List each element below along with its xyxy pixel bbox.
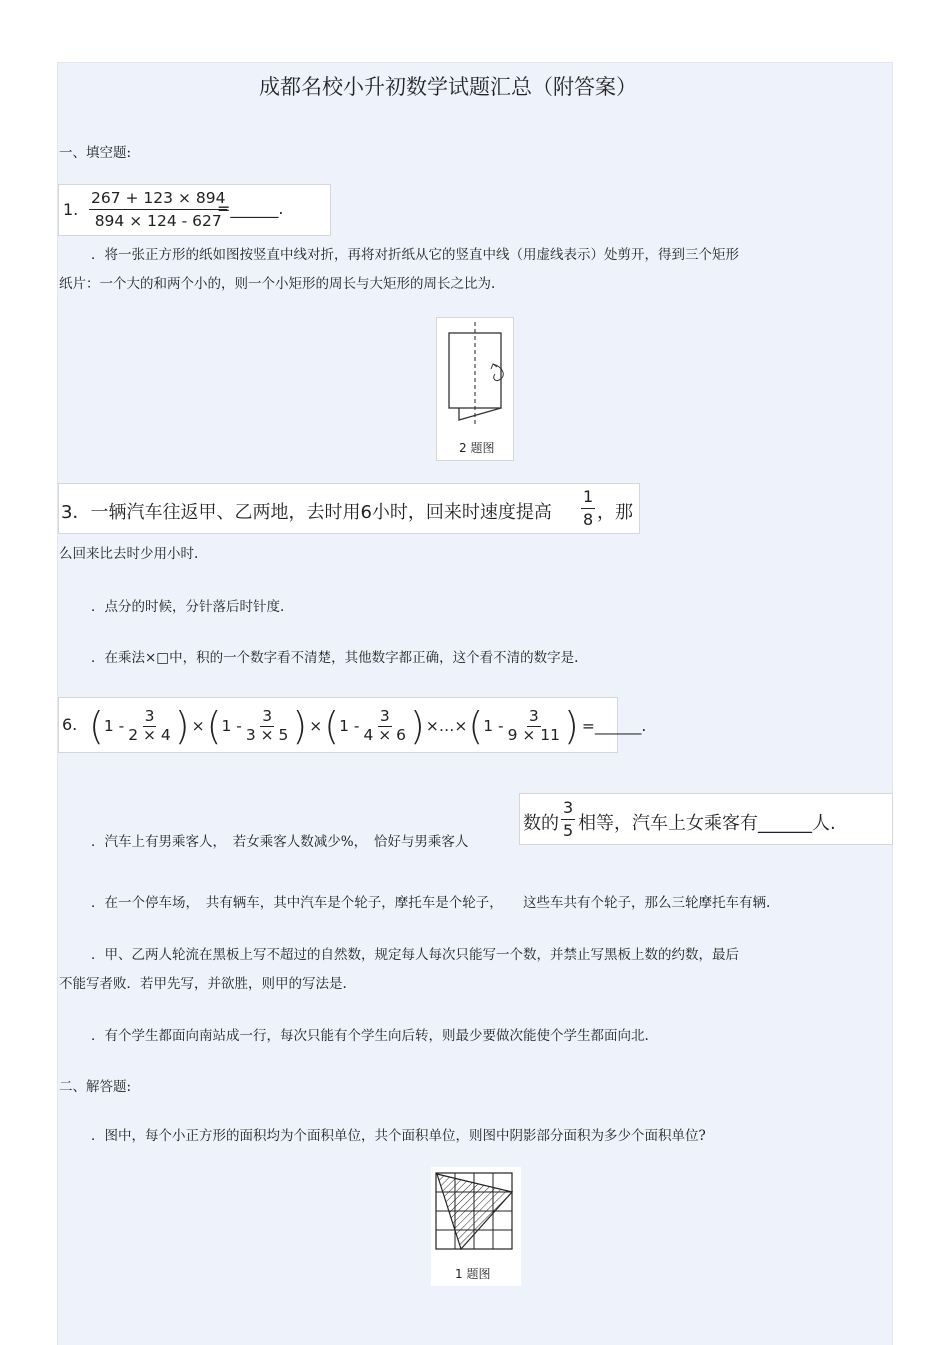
q6-term-3-fraction: $\frac{3}{4 \times 6}$	[363, 707, 407, 744]
q10-text: ．有个学生都面向南站成一行，每次只能有个学生向后转，则最少要做次能使个学生都面向北.	[91, 1028, 649, 1044]
q3-question-image	[58, 483, 640, 534]
q3-fraction	[581, 486, 595, 531]
q7-fraction	[561, 797, 575, 842]
document-page	[57, 62, 893, 1345]
s1-text: ．图中，每个小正方形的面积均为个面积单位，共个面积单位，则图中阴影部分面积为多少个面积单位?	[91, 1128, 706, 1144]
q7-text: ．汽车上有男乘客人， 若女乘客人数减少%， 恰好与男乘客人	[91, 834, 469, 850]
section-fill-in-heading: 一、填空题:	[59, 145, 132, 161]
q8-text: ．在一个停车场， 共有辆车，其中汽车是个轮子，摩托车是个轮子， 这些车共有个轮子，那么三轮摩托车有辆.	[91, 895, 771, 911]
q6-term-4-fraction: $\frac{3}{9 \times 11}$	[507, 707, 561, 744]
q3-fraction-denominator: 8	[583, 510, 594, 529]
s1-figure	[431, 1167, 521, 1286]
q2-line-2: 纸片：一个大的和两个小的，则一个小矩形的周长与大矩形的周长之比为.	[59, 276, 496, 292]
q1-answer-blank: =______.	[217, 199, 284, 218]
q2-figure	[436, 317, 514, 461]
q3-image-text: 3．一辆汽车往返甲、乙两地，去时用6小时，回来时速度提高	[61, 502, 552, 523]
q6-answer-blank: =______.	[581, 717, 647, 735]
q2-line-1: ．将一张正方形的纸如图按竖直中线对折，再将对折纸从它的竖直中线（用虚线表示）处剪开，得到三个矩形	[91, 247, 739, 263]
q6-equation-image	[58, 697, 647, 753]
q4-text: ．点分的时候，分针落后时针度.	[91, 599, 285, 615]
q3-image-text-tail: ，那	[597, 502, 633, 523]
q2-figure-caption: 2 题图	[459, 441, 495, 455]
q9-line-1: ．甲、乙两人轮流在黑板上写不超过的自然数，规定每人每次只能写一个数，并禁止写黑板上数的约数，最后	[91, 947, 739, 963]
q1-number: 1.	[63, 200, 79, 219]
q6-number: 6.	[62, 715, 78, 734]
q1-fraction	[89, 187, 227, 232]
q1-numerator: 267 + 123 × 894	[89, 187, 227, 210]
section-solve-heading: 二、解答题:	[59, 1079, 132, 1095]
q3-line-2: 么回来比去时少用小时.	[59, 546, 199, 562]
q7-image-text: 数的	[523, 813, 559, 834]
q6-ellipsis: ×…×	[425, 717, 468, 735]
q9-line-2: 不能写者败．若甲先写，并欲胜，则甲的写法是.	[59, 976, 347, 992]
q5-text: ．在乘法×□中，积的一个数字看不清楚，其他数字都正确，这个看不清的数字是.	[91, 650, 579, 666]
q7-fraction-numerator: 3	[561, 797, 575, 820]
q6-times: ×	[191, 717, 205, 735]
q6-term-2-one: 1 -	[221, 717, 242, 735]
s1-figure-caption: 1 题图	[455, 1267, 491, 1281]
q7-image-text-tail: 相等，汽车上女乘客有______人.	[578, 813, 836, 834]
q6-times-2: ×	[309, 717, 323, 735]
q1-denominator: 894 × 124 - 627	[94, 212, 222, 230]
q6-expression: ( 1 - $\frac{3}{2 \times 4}$ ) × ( 1 - $\frac{3}{3 \times 5}$ ) × ( 1 - $\frac{3}{4 \times 6}$ ) ×…× ( 1 - $\frac{3}{9 \times 11}$ ) =______.	[89, 704, 647, 748]
q1-equation-image	[58, 184, 331, 236]
q7-question-image	[519, 793, 893, 845]
q6-term-4-one: 1 -	[483, 717, 504, 735]
document-title: 成都名校小升初数学试题汇总（附答案）	[259, 75, 637, 99]
q6-term-1-one: 1 -	[103, 717, 125, 735]
grid-diagram	[431, 1167, 521, 1262]
q6-term-3-one: 1 -	[339, 717, 360, 735]
q6-term-2-fraction: $\frac{3}{3 \times 5}$	[245, 707, 289, 744]
q6-term-1-fraction: $\frac{3}{2 \times 4}$	[128, 707, 171, 744]
q7-fraction-denominator: 5	[563, 821, 574, 840]
q3-fraction-numerator: 1	[581, 486, 595, 509]
